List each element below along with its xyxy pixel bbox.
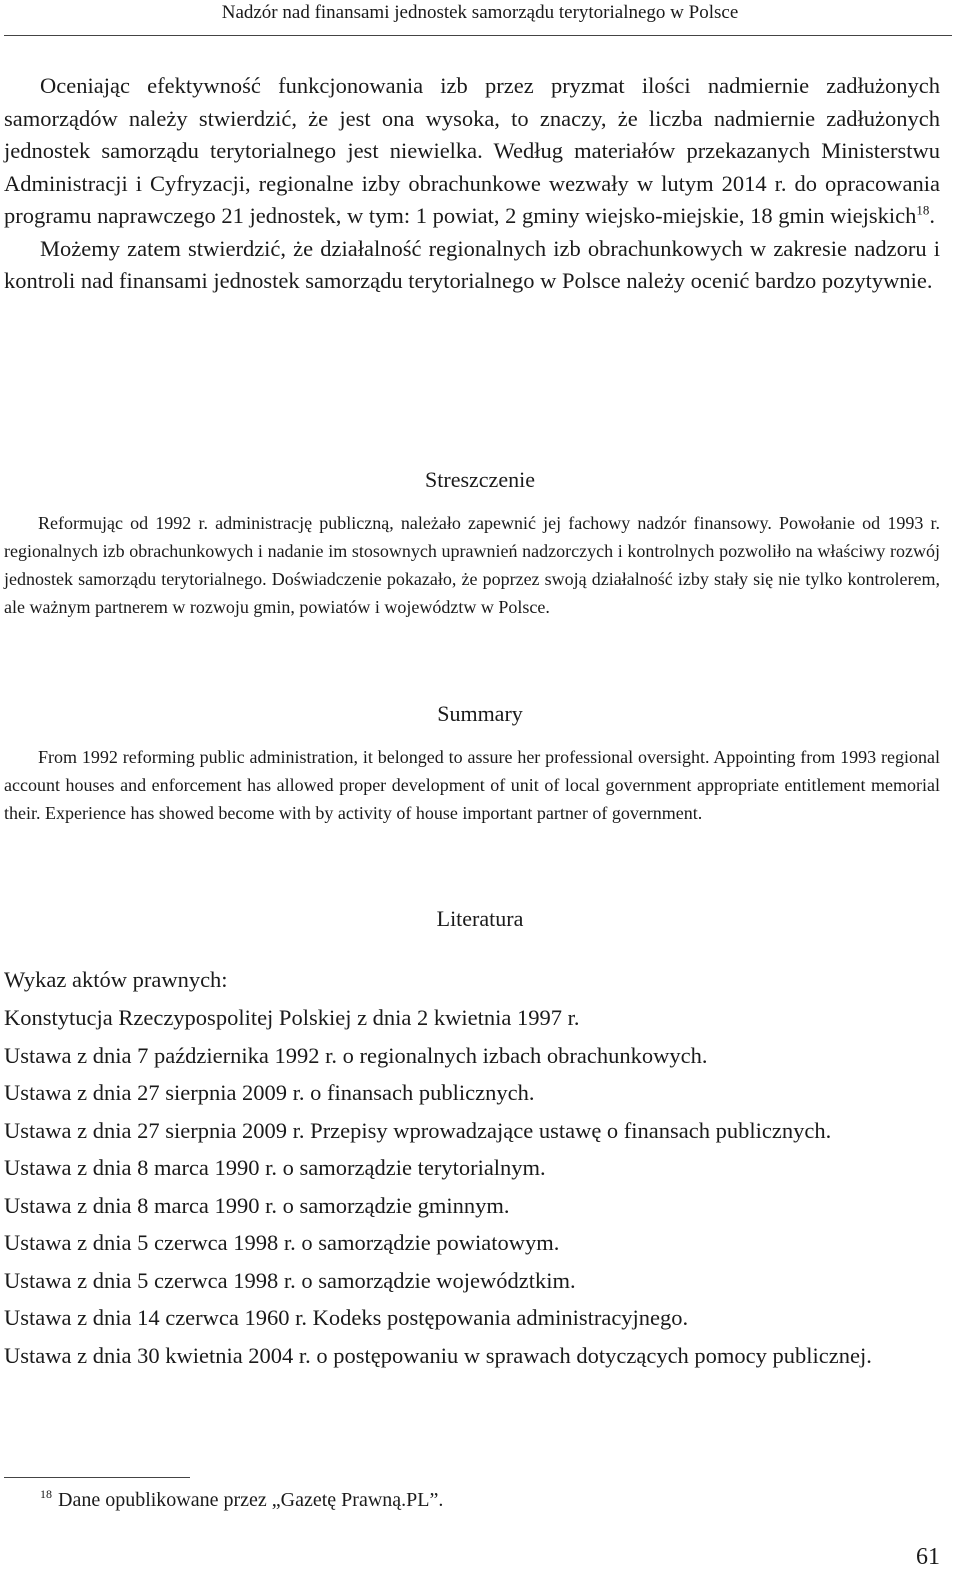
footnote-number: 18 [40, 1487, 52, 1502]
list-item: Konstytucja Rzeczypospolitej Polskiej z dnia 2 kwietnia 1997 r. [4, 1005, 580, 1030]
list-item: Ustawa z dnia 27 sierpnia 2009 r. o finansach publicznych. [4, 1080, 535, 1105]
summary-text: From 1992 reforming public administration, it belonged to assure her professional oversight. Appointing from 1993 regional account houses and enforcement has allowed proper development of unit of local government appropriate entitlement memorial their. Experience has showed become with by activity of house important partner of government. [4, 747, 940, 823]
list-item: Ustawa z dnia 8 marca 1990 r. o samorządzie terytorialnym. [4, 1155, 546, 1180]
list-item: Ustawa z dnia 30 kwietnia 2004 r. o postępowaniu w sprawach dotyczących pomocy publicznej. [4, 1342, 872, 1368]
paragraph-2: Możemy zatem stwierdzić, że działalność regionalnych izb obrachunkowych w zakresie nadzoru i kontroli nad finansami jednostek samorządu terytorialnego w Polsce należy ocenić bardzo pozytywnie. [4, 235, 940, 293]
summary-heading: Summary [437, 701, 523, 726]
body-text [4, 70, 940, 298]
footnote-text: Dane opublikowane przez „Gazetę Prawną.PL”. [58, 1489, 444, 1511]
footnote [40, 1486, 443, 1514]
streszczenie-text: Reformując od 1992 r. administrację publiczną, należało zapewnić jej fachowy nadzór finansowy. Powołanie od 1993 r. regionalnych izb obrachunkowych i nadanie im stosownych uprawnień nadzorczych i kontrolnych pozwoliło na właściwy rozwój jednostek samorządu terytorialnego. Doświadczenie pokazało, że poprzez swoją działalność izby stały się nie tylko kontrolerem, ale ważnym partnerem w rozwoju gmin, powiatów i województw w Polsce. [4, 513, 940, 617]
bibliography-list [4, 1003, 940, 1378]
list-item: Ustawa z dnia 8 marca 1990 r. o samorządzie gminnym. [4, 1192, 510, 1218]
page-number: 61 [916, 1544, 940, 1570]
list-item: Ustawa z dnia 14 czerwca 1960 r. Kodeks postępowania administracyjnego. [4, 1305, 689, 1330]
running-head: Nadzór nad finansami jednostek samorządu terytorialnego w Polsce [221, 2, 739, 23]
footnote-divider [4, 1477, 190, 1478]
list-item: Ustawa z dnia 27 sierpnia 2009 r. Przepisy wprowadzające ustawę o finansach publicznych. [4, 1117, 832, 1143]
streszczenie-section [4, 509, 940, 621]
paragraph-1-text: Oceniając efektywność funkcjonowania izb przez pryzmat ilości nadmiernie zadłużonych samorządów należy stwierdzić, że jest ona wysoka, to znaczy, że liczba nadmiernie zadłużonych jednostek samorządu terytorialnego jest niewielka. Według materiałów przekazanych Ministerstwu Administracji i Cyfryzacji, regionalne izby obrachunkowe wezwały w lutym 2014 r. do opracowania programu naprawczego 21 jednostek, w tym: 1 powiat, 2 gminy wiejsko-miejskie, 18 gmin wiejskich [4, 73, 940, 228]
list-item: Ustawa z dnia 5 czerwca 1998 r. o samorządzie województkim. [4, 1267, 576, 1293]
summary-section [4, 743, 940, 827]
paragraph-1-end: . [929, 203, 935, 228]
paragraph-1 [4, 70, 940, 233]
streszczenie-heading: Streszczenie [425, 467, 535, 492]
list-item: Ustawa z dnia 5 czerwca 1998 r. o samorządzie powiatowym. [4, 1230, 560, 1255]
footnote-ref: 18 [916, 202, 930, 218]
literatura-heading: Literatura [436, 906, 524, 931]
literatura-intro: Wykaz aktów prawnych: [4, 967, 228, 992]
list-item: Ustawa z dnia 7 października 1992 r. o regionalnych izbach obrachunkowych. [4, 1042, 708, 1068]
header-divider [4, 35, 952, 36]
